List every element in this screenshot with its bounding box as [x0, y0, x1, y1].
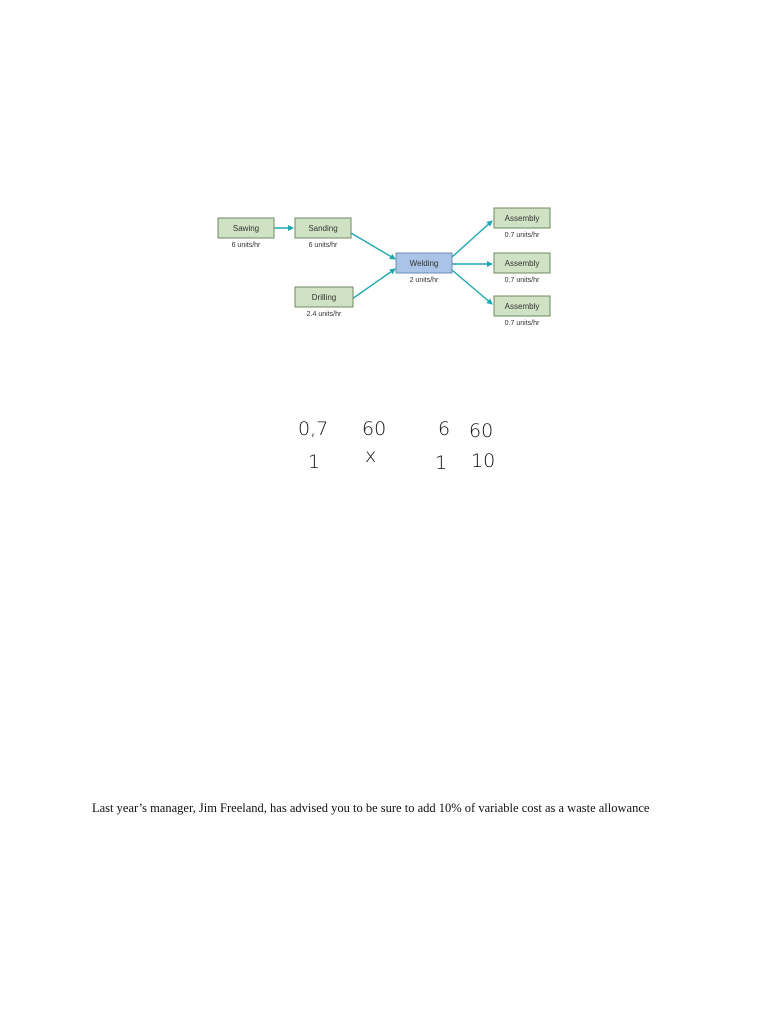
node-assembly-bottom-label: Assembly: [504, 302, 540, 311]
handwritten-calculation: [280, 405, 520, 485]
arrow-welding-assembly-bottom: [452, 270, 492, 304]
arrow-drilling-welding: [352, 269, 395, 299]
handwritten-value: 1: [308, 451, 321, 473]
body-text: Last year’s manager, Jim Freeland, has advised you to be sure to add 10% of variable cost as a waste allowance: [92, 801, 650, 815]
handwritten-value: 1: [435, 452, 448, 474]
node-drilling: [295, 287, 353, 318]
node-drilling-rate: 2.4 units/hr: [306, 311, 342, 318]
handwritten-value: 0,7: [298, 418, 329, 440]
node-assembly-middle-label: Assembly: [504, 259, 540, 268]
node-sawing: [218, 218, 274, 249]
node-assembly-top-rate: 0.7 units/hr: [504, 232, 540, 239]
node-welding-rate: 2 units/hr: [409, 277, 439, 284]
handwritten-value: 60: [469, 420, 494, 442]
node-assembly-top-label: Assembly: [504, 214, 540, 223]
node-sawing-rate: 6 units/hr: [231, 242, 261, 249]
node-drilling-label: Drilling: [311, 293, 337, 302]
arrow-sanding-welding: [351, 233, 395, 259]
node-assembly-middle-rate: 0.7 units/hr: [504, 277, 540, 284]
handwritten-value: 60: [362, 418, 387, 440]
node-assembly-top: [494, 208, 550, 239]
handwritten-value: 10: [471, 450, 496, 472]
node-sanding: [295, 218, 351, 249]
node-assembly-bottom: [494, 296, 550, 327]
node-welding: [396, 253, 452, 284]
handwritten-value: 6: [438, 418, 451, 440]
node-sanding-label: Sanding: [308, 224, 338, 233]
node-assembly-middle: [494, 253, 550, 284]
arrow-welding-assembly-top: [452, 221, 492, 257]
process-flow-diagram: [200, 195, 570, 340]
node-sawing-label: Sawing: [232, 224, 260, 233]
node-assembly-bottom-rate: 0.7 units/hr: [504, 320, 540, 327]
node-sanding-rate: 6 units/hr: [308, 242, 338, 249]
handwritten-value: x: [365, 445, 377, 467]
node-welding-label: Welding: [409, 259, 439, 268]
